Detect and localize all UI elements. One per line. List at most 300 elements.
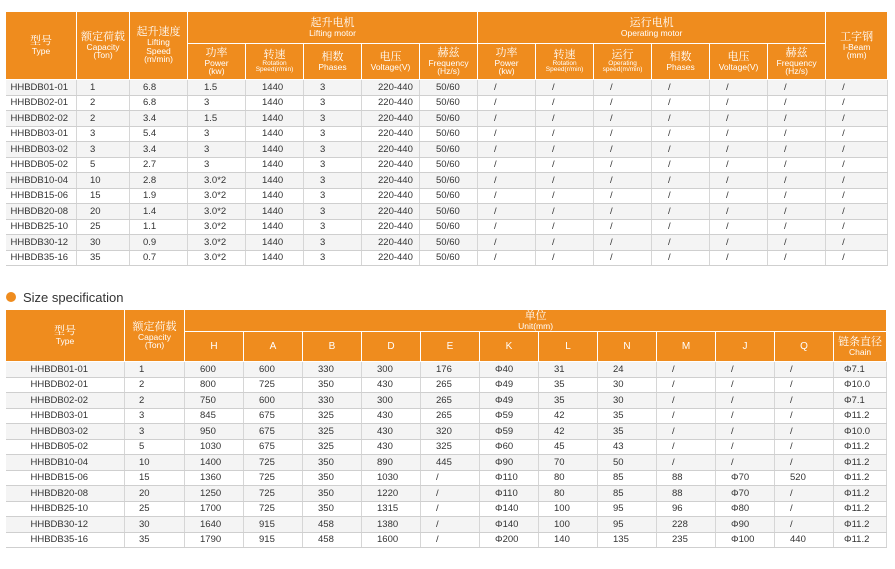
table-cell: Φ80 xyxy=(716,501,775,517)
table-cell: / xyxy=(536,142,594,158)
table-cell: / xyxy=(826,173,888,189)
table-cell: 2 xyxy=(77,111,130,127)
table-cell: / xyxy=(716,362,775,378)
table-cell: / xyxy=(716,393,775,409)
table-row xyxy=(6,188,888,204)
table-cell: 50/60 xyxy=(420,250,478,266)
lifting-spec-table xyxy=(5,11,888,266)
table-cell: 6.8 xyxy=(130,80,188,96)
table-cell: / xyxy=(594,142,652,158)
table-cell: / xyxy=(594,95,652,111)
table-cell: / xyxy=(478,142,536,158)
section-heading xyxy=(6,288,123,306)
table-cell: 5.4 xyxy=(130,126,188,142)
table-cell: / xyxy=(421,486,480,502)
table-cell: 350 xyxy=(303,501,362,517)
table-cell: 50/60 xyxy=(420,142,478,158)
table-cell: 1030 xyxy=(185,439,244,455)
header-lift-1: 转速 Rotation Speed(r/min) xyxy=(246,44,304,80)
header-dim-9: J xyxy=(716,332,775,362)
table-cell: 3 xyxy=(304,157,362,173)
table-row xyxy=(6,439,887,455)
table-cell: 725 xyxy=(244,455,303,471)
table-row xyxy=(6,362,887,378)
table-cell: 265 xyxy=(421,377,480,393)
table-cell: / xyxy=(826,111,888,127)
section-title: Size specification xyxy=(23,289,124,305)
table-cell: / xyxy=(826,188,888,204)
table-cell: 85 xyxy=(598,470,657,486)
table-cell: 3 xyxy=(304,204,362,220)
table-cell: Φ140 xyxy=(480,501,539,517)
table-cell: Φ110 xyxy=(480,486,539,502)
header-capacity: 额定荷载 Capacity (Ton) xyxy=(125,310,185,362)
table-row xyxy=(6,455,887,471)
table-cell: 220-440 xyxy=(362,80,420,96)
table-cell: 350 xyxy=(303,455,362,471)
table-cell: 1640 xyxy=(185,517,244,533)
table-cell: 20 xyxy=(77,204,130,220)
table-row xyxy=(6,486,887,502)
table-cell: 430 xyxy=(362,424,421,440)
table-cell: 50/60 xyxy=(420,95,478,111)
table-cell: 85 xyxy=(598,486,657,502)
table-cell: 1220 xyxy=(362,486,421,502)
table-cell: 1315 xyxy=(362,501,421,517)
table-cell: Φ140 xyxy=(480,517,539,533)
table-cell: / xyxy=(775,377,834,393)
table-cell: 3 xyxy=(188,142,246,158)
table-cell: / xyxy=(594,188,652,204)
table-cell: 1250 xyxy=(185,486,244,502)
table-cell: 88 xyxy=(657,470,716,486)
table-cell: / xyxy=(768,250,826,266)
table-cell: / xyxy=(594,111,652,127)
table-cell: 1.9 xyxy=(130,188,188,204)
table-cell: Φ11.2 xyxy=(834,532,887,548)
table-cell: / xyxy=(775,424,834,440)
table-cell: / xyxy=(536,111,594,127)
table-row xyxy=(6,204,888,220)
table-cell: 265 xyxy=(421,393,480,409)
table-cell: 50/60 xyxy=(420,80,478,96)
table-cell: / xyxy=(536,95,594,111)
table-cell: / xyxy=(657,393,716,409)
table-cell: / xyxy=(478,157,536,173)
table-cell: / xyxy=(478,111,536,127)
table-cell: / xyxy=(775,362,834,378)
table-cell: 15 xyxy=(125,470,185,486)
table-cell: Φ11.2 xyxy=(834,501,887,517)
table-cell: / xyxy=(478,250,536,266)
table-cell: / xyxy=(657,455,716,471)
header-dim-1: A xyxy=(244,332,303,362)
table-cell: 350 xyxy=(303,486,362,502)
table-cell: 220-440 xyxy=(362,142,420,158)
table-cell: 845 xyxy=(185,408,244,424)
table-cell: 15 xyxy=(77,188,130,204)
table-cell: 430 xyxy=(362,408,421,424)
table-cell: HHBDB02-02 xyxy=(6,393,125,409)
table-cell: 1600 xyxy=(362,532,421,548)
table-cell: 2 xyxy=(125,393,185,409)
table-cell: 3 xyxy=(125,424,185,440)
table-cell: 725 xyxy=(244,486,303,502)
table-cell: Φ7.1 xyxy=(834,362,887,378)
table-row xyxy=(6,219,888,235)
table-cell: / xyxy=(716,455,775,471)
table-cell: HHBDB35-16 xyxy=(6,532,125,548)
table-cell: / xyxy=(710,250,768,266)
table-cell: 220-440 xyxy=(362,219,420,235)
table-cell: / xyxy=(536,250,594,266)
table-cell: 3 xyxy=(304,219,362,235)
table-cell: 100 xyxy=(539,501,598,517)
table-cell: / xyxy=(716,424,775,440)
table-cell: HHBDB15-06 xyxy=(6,188,77,204)
table-cell: 220-440 xyxy=(362,250,420,266)
table-cell: 3.0*2 xyxy=(188,235,246,251)
table-cell: Φ70 xyxy=(716,470,775,486)
table-cell: 1440 xyxy=(246,173,304,189)
table-cell: 1.1 xyxy=(130,219,188,235)
table-cell: 3.4 xyxy=(130,142,188,158)
table-cell: HHBDB10-04 xyxy=(6,173,77,189)
table-cell: / xyxy=(768,188,826,204)
table-cell: / xyxy=(710,157,768,173)
table-cell: 3.0*2 xyxy=(188,204,246,220)
header-dim-6: L xyxy=(539,332,598,362)
table-cell: 350 xyxy=(303,470,362,486)
table-cell: / xyxy=(716,377,775,393)
table-cell: 30 xyxy=(598,377,657,393)
table-cell: / xyxy=(594,204,652,220)
table-cell: Φ60 xyxy=(480,439,539,455)
table-cell: / xyxy=(478,188,536,204)
table-cell: 330 xyxy=(303,362,362,378)
table-cell: 35 xyxy=(539,393,598,409)
table-cell: / xyxy=(768,157,826,173)
table-cell: HHBDB03-01 xyxy=(6,408,125,424)
table-cell: / xyxy=(536,126,594,142)
table-cell: HHBDB25-10 xyxy=(6,501,125,517)
table-cell: Φ11.2 xyxy=(834,486,887,502)
table-cell: 140 xyxy=(539,532,598,548)
table-cell: / xyxy=(710,95,768,111)
table-cell: / xyxy=(775,393,834,409)
table-cell: 80 xyxy=(539,470,598,486)
table-cell: 235 xyxy=(657,532,716,548)
table-cell: 30 xyxy=(598,393,657,409)
table-cell: / xyxy=(478,126,536,142)
table-cell: Φ90 xyxy=(716,517,775,533)
table-cell: / xyxy=(594,235,652,251)
table-row xyxy=(6,173,888,189)
table-cell: / xyxy=(826,157,888,173)
table-cell: HHBDB05-02 xyxy=(6,439,125,455)
table-cell: / xyxy=(421,517,480,533)
table-cell: 35 xyxy=(539,377,598,393)
table-cell: / xyxy=(710,142,768,158)
table-cell: / xyxy=(775,408,834,424)
table-cell: 228 xyxy=(657,517,716,533)
table-cell: 2.7 xyxy=(130,157,188,173)
table-cell: Φ10.0 xyxy=(834,377,887,393)
table-row xyxy=(6,126,888,142)
table-cell: 220-440 xyxy=(362,126,420,142)
table-cell: / xyxy=(716,439,775,455)
table-cell: / xyxy=(652,95,710,111)
table-cell: 50/60 xyxy=(420,235,478,251)
table-cell: 520 xyxy=(775,470,834,486)
table-cell: Φ49 xyxy=(480,377,539,393)
table-cell: 220-440 xyxy=(362,188,420,204)
header-op-3: 相数 Phases xyxy=(652,44,710,80)
table-cell: / xyxy=(657,362,716,378)
table-cell: / xyxy=(652,235,710,251)
table-cell: 725 xyxy=(244,377,303,393)
table-cell: Φ200 xyxy=(480,532,539,548)
table-cell: 30 xyxy=(125,517,185,533)
table-cell: / xyxy=(710,235,768,251)
header-lift-0: 功率 Power (kw) xyxy=(188,44,246,80)
table-cell: 1 xyxy=(125,362,185,378)
table-cell: 220-440 xyxy=(362,111,420,127)
table-cell: 20 xyxy=(125,486,185,502)
table-cell: 445 xyxy=(421,455,480,471)
header-chain: 链条直径 Chain xyxy=(834,332,887,362)
table-cell: 50/60 xyxy=(420,111,478,127)
table-cell: / xyxy=(710,204,768,220)
table-cell: 100 xyxy=(539,517,598,533)
table-cell: 330 xyxy=(303,393,362,409)
table-cell: 35 xyxy=(598,408,657,424)
table-cell: HHBDB05-02 xyxy=(6,157,77,173)
table-cell: 265 xyxy=(421,408,480,424)
header-lift-3: 电压 Voltage(V) xyxy=(362,44,420,80)
table-cell: / xyxy=(536,188,594,204)
header-lifting-speed: 起升速度 Lifting Speed (m/min) xyxy=(130,12,188,80)
table-cell: / xyxy=(536,80,594,96)
table-cell: / xyxy=(710,219,768,235)
table-cell: 96 xyxy=(657,501,716,517)
table-cell: 24 xyxy=(598,362,657,378)
table-cell: Φ11.2 xyxy=(834,470,887,486)
header-op-1: 转速 Rotation Speed(r/min) xyxy=(536,44,594,80)
table-cell: / xyxy=(710,111,768,127)
table-cell: Φ59 xyxy=(480,424,539,440)
header-op-2: 运行 Operating speed(m/min) xyxy=(594,44,652,80)
table-cell: Φ11.2 xyxy=(834,455,887,471)
table-cell: 1440 xyxy=(246,80,304,96)
table-row xyxy=(6,80,888,96)
table-cell: 1030 xyxy=(362,470,421,486)
table-cell: 915 xyxy=(244,532,303,548)
table-cell: 3.0*2 xyxy=(188,188,246,204)
table-cell: 675 xyxy=(244,408,303,424)
bullet-dot-icon xyxy=(6,292,16,302)
table-cell: HHBDB01-01 xyxy=(6,80,77,96)
table-cell: 176 xyxy=(421,362,480,378)
table-cell: 50/60 xyxy=(420,204,478,220)
table-cell: / xyxy=(657,408,716,424)
table-cell: HHBDB15-06 xyxy=(6,470,125,486)
table-cell: 220-440 xyxy=(362,235,420,251)
table-cell: / xyxy=(652,142,710,158)
table-cell: / xyxy=(478,80,536,96)
size-spec-table xyxy=(5,309,887,548)
table-cell: / xyxy=(478,173,536,189)
table-cell: 1440 xyxy=(246,95,304,111)
table-cell: 3.4 xyxy=(130,111,188,127)
table-cell: 50/60 xyxy=(420,219,478,235)
header-unit: 单位 Unit(mm) xyxy=(185,310,887,332)
table-cell: 220-440 xyxy=(362,157,420,173)
table-cell: HHBDB20-08 xyxy=(6,486,125,502)
table-cell: 1440 xyxy=(246,111,304,127)
table-cell: 2 xyxy=(125,377,185,393)
table-row xyxy=(6,111,888,127)
table-cell: 325 xyxy=(421,439,480,455)
table-cell: 2.8 xyxy=(130,173,188,189)
table-cell: 3 xyxy=(304,235,362,251)
table-cell: / xyxy=(594,126,652,142)
table-row xyxy=(6,95,888,111)
table-cell: 25 xyxy=(125,501,185,517)
table-cell: / xyxy=(652,250,710,266)
header-op-5: 赫兹 Frequency (Hz/s) xyxy=(768,44,826,80)
table-cell: 458 xyxy=(303,532,362,548)
table-cell: / xyxy=(775,486,834,502)
table-cell: 3 xyxy=(188,95,246,111)
header-dim-2: B xyxy=(303,332,362,362)
table-cell: 1.5 xyxy=(188,111,246,127)
table-cell: HHBDB03-02 xyxy=(6,142,77,158)
header-dim-4: E xyxy=(421,332,480,362)
table-cell: / xyxy=(826,219,888,235)
table-cell: HHBDB30-12 xyxy=(6,235,77,251)
table-cell: 1440 xyxy=(246,235,304,251)
table-cell: 35 xyxy=(77,250,130,266)
table-cell: 325 xyxy=(303,408,362,424)
table-cell: / xyxy=(775,517,834,533)
table-cell: HHBDB03-02 xyxy=(6,424,125,440)
table-cell: 3 xyxy=(304,80,362,96)
table-cell: 300 xyxy=(362,362,421,378)
table-cell: 30 xyxy=(77,235,130,251)
table-cell: / xyxy=(594,80,652,96)
table-cell: HHBDB03-01 xyxy=(6,126,77,142)
table-cell: / xyxy=(768,142,826,158)
table-cell: 3 xyxy=(77,142,130,158)
table-cell: 430 xyxy=(362,439,421,455)
table-cell: / xyxy=(775,439,834,455)
table-cell: 1700 xyxy=(185,501,244,517)
table-cell: 1400 xyxy=(185,455,244,471)
table-cell: 35 xyxy=(125,532,185,548)
table-cell: 3 xyxy=(304,126,362,142)
table-row xyxy=(6,393,887,409)
header-dim-7: N xyxy=(598,332,657,362)
table-cell: / xyxy=(775,501,834,517)
table-cell: / xyxy=(594,250,652,266)
table-cell: 50/60 xyxy=(420,173,478,189)
table-cell: / xyxy=(652,80,710,96)
table-cell: Φ40 xyxy=(480,362,539,378)
header-dim-10: Q xyxy=(775,332,834,362)
table-cell: 300 xyxy=(362,393,421,409)
table-cell: / xyxy=(652,204,710,220)
table-cell: / xyxy=(652,157,710,173)
table-cell: 1440 xyxy=(246,250,304,266)
header-capacity: 额定荷载 Capacity (Ton) xyxy=(77,12,130,80)
table-cell: 31 xyxy=(539,362,598,378)
table-cell: / xyxy=(478,95,536,111)
table-cell: Φ7.1 xyxy=(834,393,887,409)
table-cell: 1440 xyxy=(246,142,304,158)
table-cell: HHBDB01-01 xyxy=(6,362,125,378)
table-cell: / xyxy=(652,126,710,142)
table-cell: / xyxy=(768,80,826,96)
table-cell: / xyxy=(652,188,710,204)
table-cell: / xyxy=(536,219,594,235)
table-row xyxy=(6,470,887,486)
table-cell: 50/60 xyxy=(420,126,478,142)
table-row xyxy=(6,142,888,158)
header-type: 型号 Type xyxy=(6,12,77,80)
table-cell: 725 xyxy=(244,470,303,486)
table-cell: 890 xyxy=(362,455,421,471)
table-cell: 1440 xyxy=(246,204,304,220)
table-cell: / xyxy=(594,219,652,235)
table-cell: 1.4 xyxy=(130,204,188,220)
table-cell: Φ100 xyxy=(716,532,775,548)
table-cell: / xyxy=(826,235,888,251)
table-cell: Φ11.2 xyxy=(834,517,887,533)
header-dim-5: K xyxy=(480,332,539,362)
table-cell: 95 xyxy=(598,501,657,517)
table-cell: 0.7 xyxy=(130,250,188,266)
table-cell: 725 xyxy=(244,501,303,517)
table-cell: 220-440 xyxy=(362,204,420,220)
table-cell: / xyxy=(768,95,826,111)
table-cell: 1440 xyxy=(246,157,304,173)
table-cell: 1360 xyxy=(185,470,244,486)
header-dim-8: M xyxy=(657,332,716,362)
table-cell: HHBDB10-04 xyxy=(6,455,125,471)
table-cell: Φ59 xyxy=(480,408,539,424)
header-dim-0: H xyxy=(185,332,244,362)
table-cell: 42 xyxy=(539,408,598,424)
table-cell: 25 xyxy=(77,219,130,235)
table-cell: / xyxy=(594,173,652,189)
table-cell: 430 xyxy=(362,377,421,393)
table-cell: 3 xyxy=(304,250,362,266)
table-row xyxy=(6,424,887,440)
table-cell: / xyxy=(478,204,536,220)
table-cell: / xyxy=(768,204,826,220)
table-cell: 3 xyxy=(188,126,246,142)
table-cell: / xyxy=(710,188,768,204)
table-cell: / xyxy=(710,126,768,142)
table-cell: / xyxy=(536,204,594,220)
header-operating-motor: 运行电机 Operating motor xyxy=(478,12,826,44)
table-cell: 325 xyxy=(303,439,362,455)
table-cell: 2 xyxy=(77,95,130,111)
table-cell: 800 xyxy=(185,377,244,393)
table-cell: 600 xyxy=(244,362,303,378)
table-cell: Φ10.0 xyxy=(834,424,887,440)
